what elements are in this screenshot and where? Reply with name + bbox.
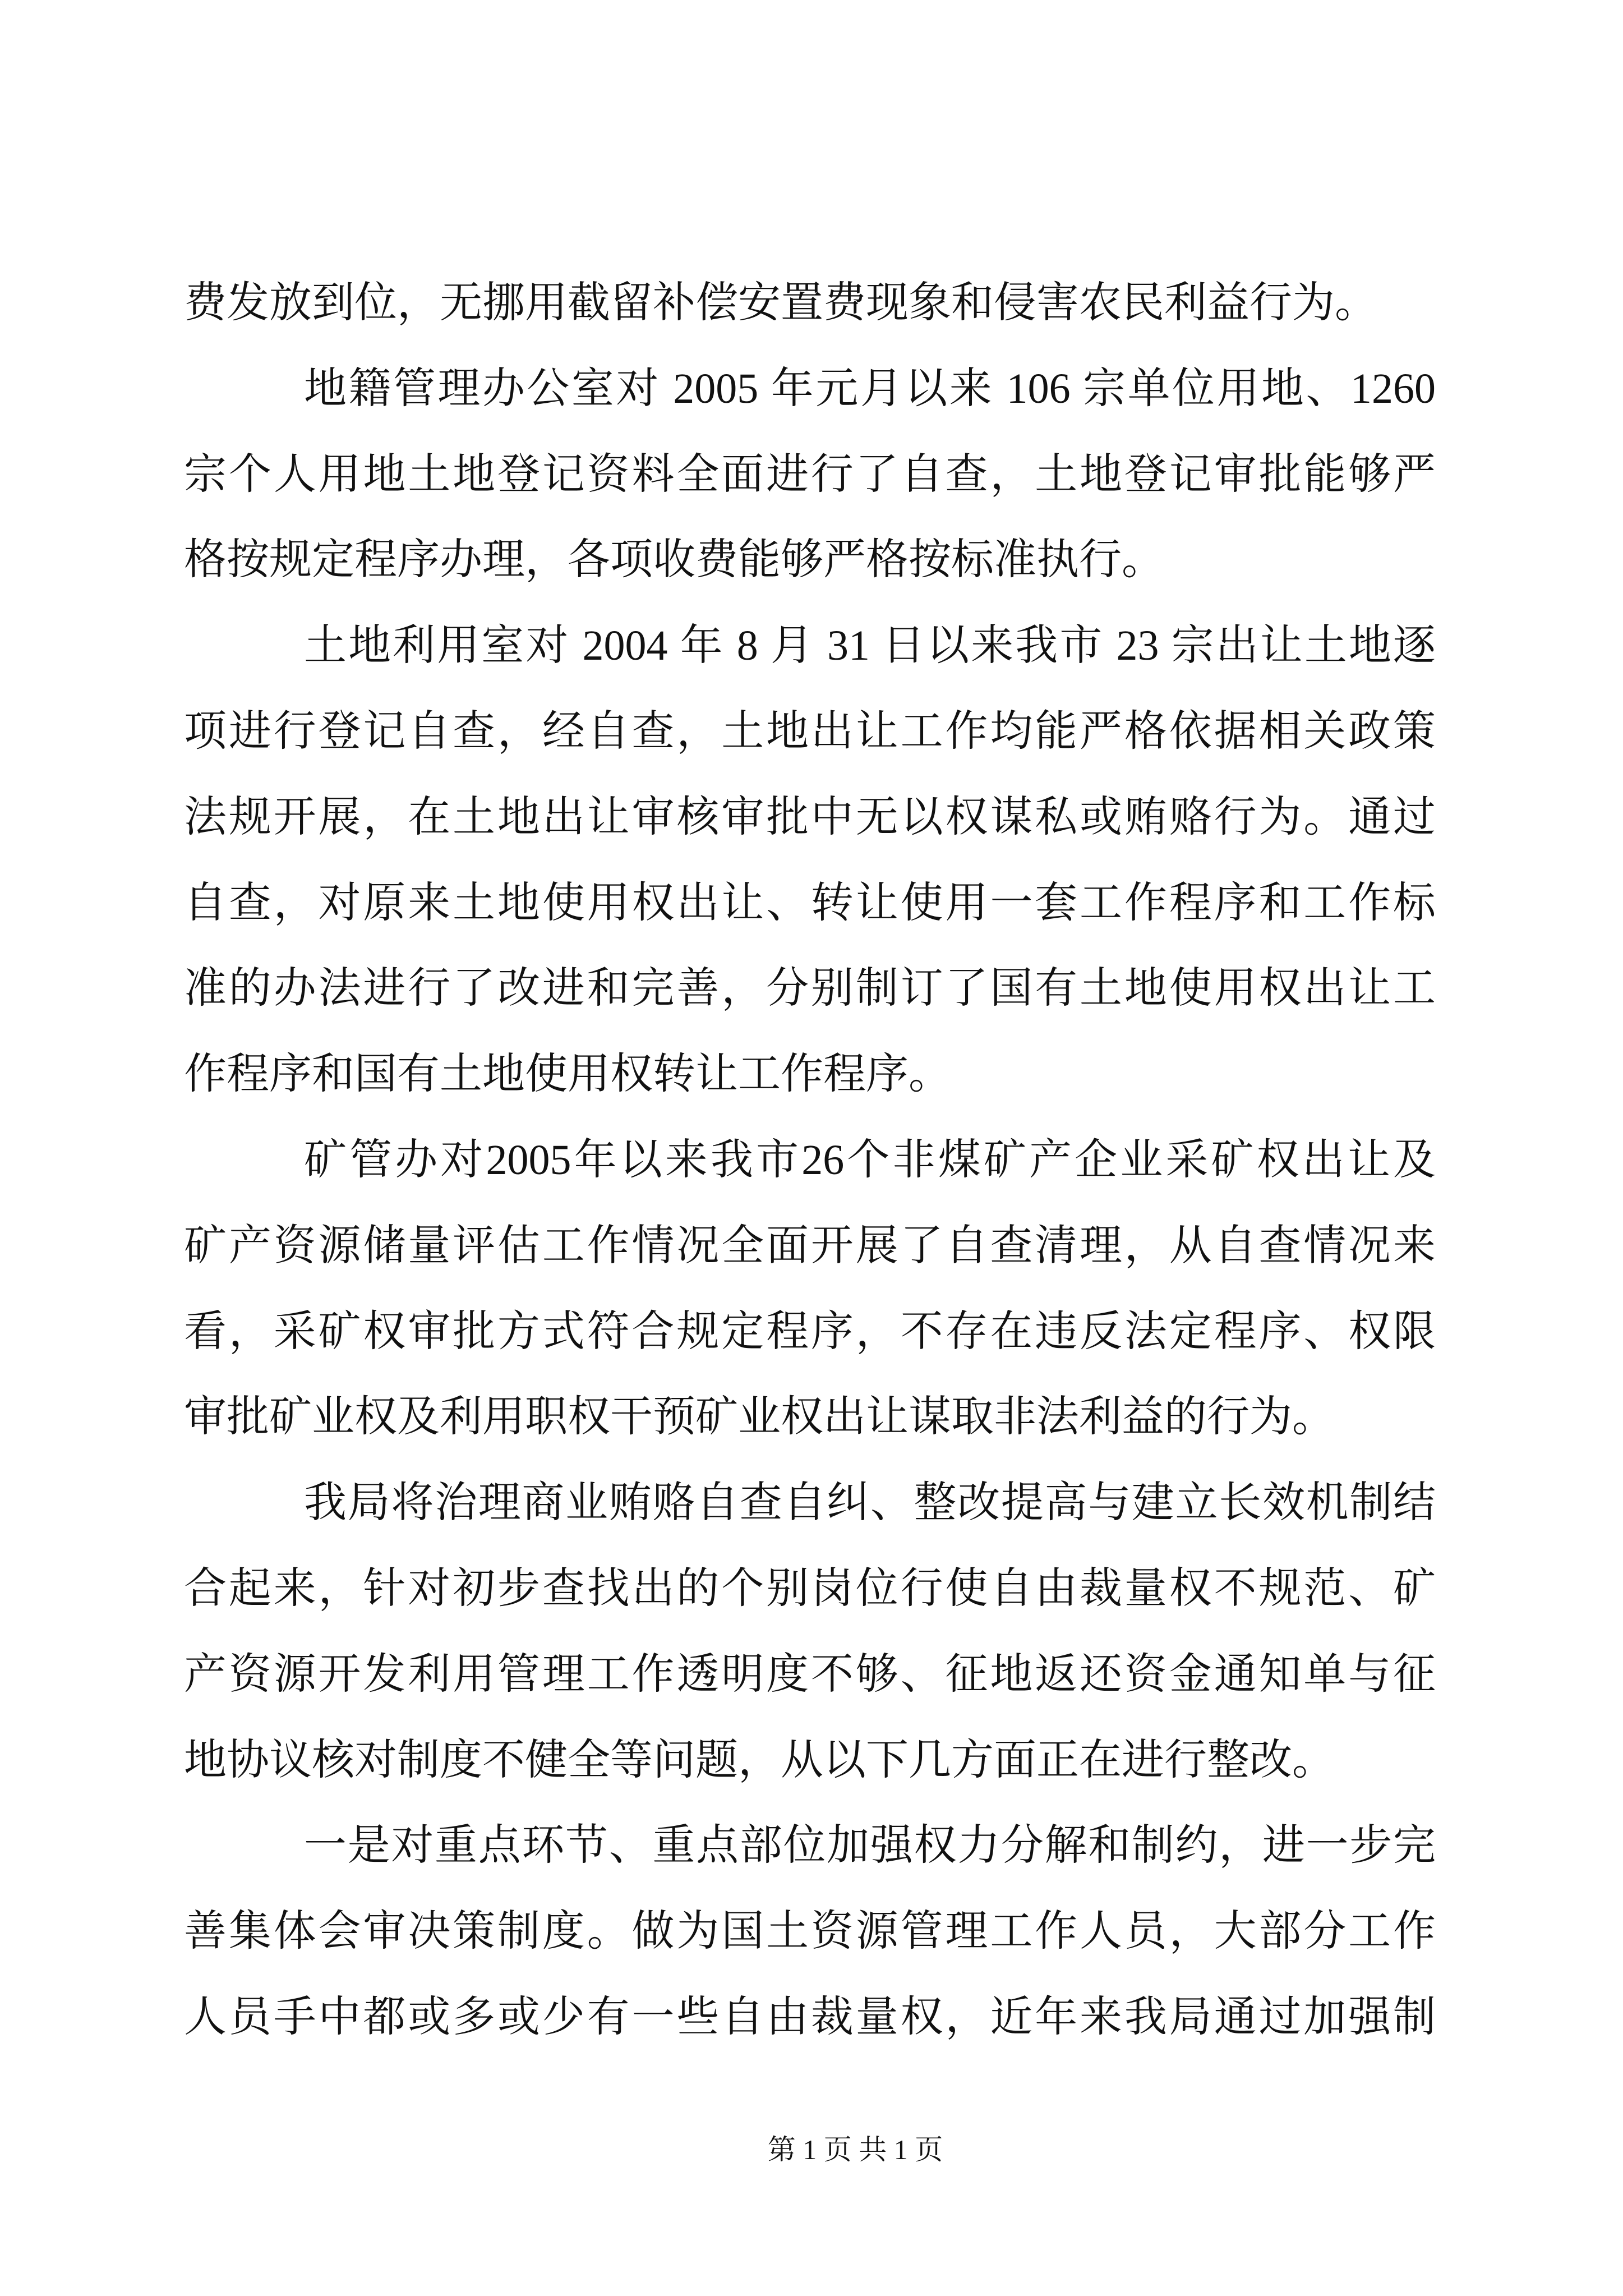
text-line: 地协议核对制度不健全等问题，从以下几方面正在进行整改。 [184,1736,1335,1784]
text-line: 宗个人用地土地登记资料全面进行了自查，土地登记审批能够严 [184,450,1436,498]
paragraph [184,346,1436,603]
paragraph [184,1117,1436,1460]
text-line: 人员手中都或多或少有一些自由裁量权，近年来我局通过加强制 [184,1993,1436,2041]
text-line: 合起来，针对初步查找出的个别岗位行使自由裁量权不规范、矿 [184,1565,1436,1612]
text-line: 看，采矿权审批方式符合规定程序，不存在违反法定程序、权限 [184,1308,1436,1355]
text-line: 费发放到位，无挪用截留补偿安置费现象和侵害农民利益行为。 [184,279,1377,326]
text-line: 我局将治理商业贿赂自查自纠、整改提高与建立长效机制结 [304,1479,1436,1527]
text-line: 作程序和国有土地使用权转让工作程序。 [184,1051,951,1098]
paragraph [184,603,1436,1117]
text-line: 审批矿业权及利用职权干预矿业权出让谋取非法利益的行为。 [184,1393,1335,1441]
text-line: 矿管办对2005年以来我市26个非煤矿产企业采矿权出让及 [304,1136,1436,1184]
page-number-footer: 第 1 页 共 1 页 [767,2134,943,2165]
text-line: 自查，对原来土地使用权出让、转让使用一套工作程序和工作标 [184,879,1436,927]
text-line: 一是对重点环节、重点部位加强权力分解和制约，进一步完 [304,1822,1436,1870]
text-line: 矿产资源储量评估工作情况全面开展了自查清理，从自查情况来 [184,1222,1436,1269]
text-line: 法规开展，在土地出让审核审批中无以权谋私或贿赂行为。通过 [184,793,1436,841]
paragraph [184,1803,1436,2060]
text-line: 地籍管理办公室对 2005 年元月以来 106 宗单位用地、1260 [304,365,1436,412]
body-text [184,260,1436,2060]
paragraph [184,260,1436,346]
text-line: 项进行登记自查，经自查，土地出让工作均能严格依据相关政策 [184,707,1436,755]
text-line: 产资源开发利用管理工作透明度不够、征地返还资金通知单与征 [184,1650,1436,1698]
text-line: 土地利用室对 2004 年 8 月 31 日以来我市 23 宗出让土地逐 [304,622,1436,670]
text-line: 格按规定程序办理，各项收费能够严格按标准执行。 [184,536,1164,584]
text-line: 善集体会审决策制度。做为国土资源管理工作人员，大部分工作 [184,1908,1436,1955]
paragraph [184,1460,1436,1803]
text-line: 准的办法进行了改进和完善，分别制订了国有土地使用权出让工 [184,965,1436,1013]
